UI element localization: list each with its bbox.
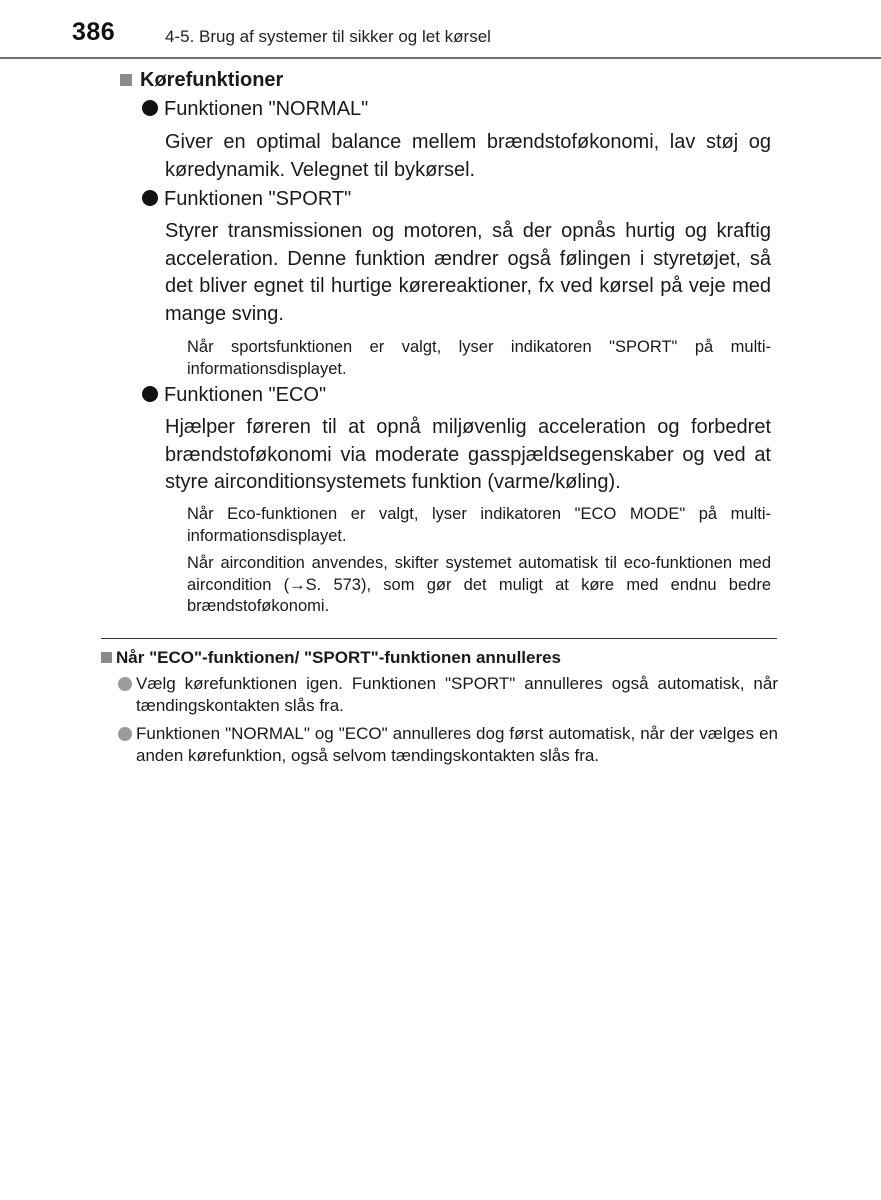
info-list-item	[118, 723, 778, 767]
info-item-text: Funktionen "NORMAL" og "ECO" annulleres dog først automatisk, når der vælges en anden kørefunktion, også selvom tændingskontakten slås fra.	[136, 724, 778, 765]
info-divider	[101, 638, 777, 639]
mode-heading-eco	[142, 382, 326, 408]
section-heading	[120, 67, 283, 93]
gray-circle-bullet-icon	[118, 727, 132, 741]
mode-description-sport: Styrer transmissionen og motoren, så der opnås hurtig og kraftig acceleration. Denne funktion ændrer også følingen i styretøjet, så det bliver egnet til hurtige kørereaktioner, fx ved kørsel på veje med mange sving.	[165, 220, 771, 325]
mode-label: Funktionen "NORMAL"	[164, 98, 369, 120]
info-heading	[101, 647, 561, 669]
info-item-text: Vælg kørefunktionen igen. Funktionen "SPORT" annulleres også automatisk, når tændingskontakten slås fra.	[136, 674, 778, 715]
info-list-item	[118, 673, 778, 717]
chapter-title: 4-5. Brug af systemer til sikker og let kørsel	[165, 27, 491, 46]
mode-heading-sport	[142, 186, 351, 212]
mode-description-eco: Hjælper føreren til at opnå miljøvenlig acceleration og forbedret brændstoføkonomi via moderate gasspjældsegenskaber og ved at styre airconditionsystemets funktion (varme/køling).	[165, 416, 771, 493]
mode-description-normal: Giver en optimal balance mellem brændstoføkonomi, lav støj og køredynamik. Velegnet til bykørsel.	[165, 131, 771, 181]
mode-label: Funktionen "ECO"	[164, 384, 327, 406]
black-circle-bullet-icon	[142, 100, 158, 116]
mode-note-sport: Når sportsfunktionen er valgt, lyser indikatoren "SPORT" på multi-informationsdisplayet.	[187, 338, 771, 378]
square-bullet-icon	[101, 652, 112, 663]
mode-heading-normal	[142, 96, 368, 122]
black-circle-bullet-icon	[142, 190, 158, 206]
black-circle-bullet-icon	[142, 386, 158, 402]
info-title: Når "ECO"-funktionen/ "SPORT"-funktionen annulleres	[116, 648, 561, 667]
square-bullet-icon	[120, 74, 132, 86]
section-title: Kørefunktioner	[140, 69, 284, 91]
page-number: 386	[72, 18, 116, 46]
header-divider	[0, 57, 881, 59]
mode-label: Funktionen "SPORT"	[164, 188, 352, 210]
mode-note-eco-1: Når Eco-funktionen er valgt, lyser indikatoren "ECO MODE" på multi-informationsdisplayet.	[187, 505, 771, 545]
gray-circle-bullet-icon	[118, 677, 132, 691]
mode-note-eco-2: Når aircondition anvendes, skifter systemet automatisk til eco-funktionen med aircondition (→S. 573), som gør det muligt at køre med endnu bedre brændstoføkonomi.	[187, 554, 771, 615]
